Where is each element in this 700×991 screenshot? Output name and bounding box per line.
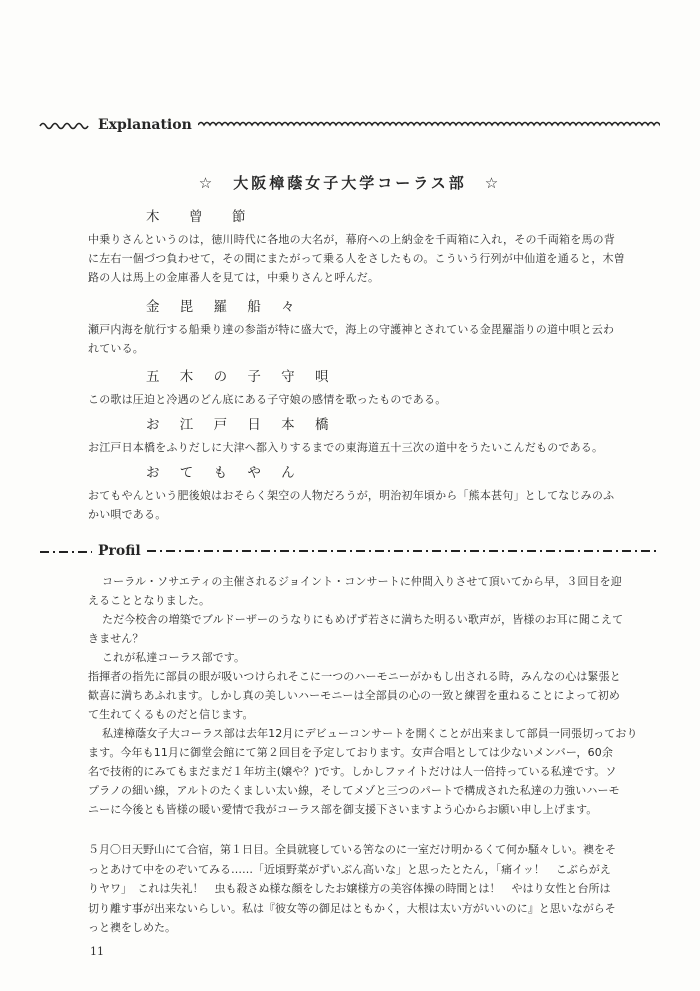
text-line: きません？ xyxy=(88,632,144,645)
dashed-divider xyxy=(38,817,656,821)
song-kiso-bushi xyxy=(88,206,668,287)
explanation-heading: Explanation xyxy=(98,117,192,133)
text-line: ５月〇日天野山にて合宿，第１日目。全員就寝している筈なのに一室だけ明かるくて何か騒々しい。襖をそ xyxy=(88,843,616,856)
text-line: っと襖をしめた。 xyxy=(88,921,176,934)
text-line: て生れてくるものだと信じます。 xyxy=(88,708,254,721)
text-line: コーラル・ソサエティの主催されるジョイント・コンサートに仲間入りさせて頂いてから早，３回目を迎 xyxy=(102,575,622,588)
profil-section-rule xyxy=(38,540,660,562)
profil-body xyxy=(88,572,660,819)
text-line: りヤワ」 これは失礼！ 虫も殺さぬ様な顔をしたお嬢様方の美容体操の時間とは！ やはり女性と台所は xyxy=(88,882,611,895)
text-line: 中乗りさんというのは，徳川時代に各地の大名が，幕府への上納金を千両箱に入れ，その千両箱を馬の背 xyxy=(88,233,616,246)
text-line: プラノの細い線，アルトのたくましい太い線，そしてメゾと三つのパートで構成された私達の力強いハーモ xyxy=(88,784,620,797)
text-line: この歌は圧迫と冷遇のどん底にある子守娘の感情を歌ったものである。 xyxy=(88,393,447,406)
text-line: 切り離す事が出来ないらしい。私は『彼女等の御足はともかく，大根は太い方がいいのに』と思いながらそ xyxy=(88,901,616,915)
choir-title: ☆ 大阪樟蔭女子大学コーラス部 ☆ xyxy=(198,174,502,192)
text-line: これが私達コーラス部です。 xyxy=(102,651,246,664)
song-title: 木 曾 節 xyxy=(146,209,254,225)
wavy-ornament-right xyxy=(198,118,660,132)
text-line: かい唄である。 xyxy=(88,508,167,521)
profil-paragraph xyxy=(88,667,660,724)
explanation-section-rule xyxy=(38,114,660,136)
text-line: 私達樟蔭女子大コーラス部は去年12月にデビューコンサートを開くことが出来まして部員一同張切っており xyxy=(102,727,638,740)
text-line: に左右一個づつ負わせて，その間にまたがって乗る人をさしたもの。こういう行列が中仙道を通ると，木曽 xyxy=(88,252,625,265)
text-line: おてもやんという肥後娘はおそらく架空の人物だろうが，明治初年頃から「熊本甚句」としてなじみのふ xyxy=(88,489,615,502)
text-line: えることとなりました。 xyxy=(88,594,211,607)
song-description xyxy=(88,486,668,524)
text-line: ただ今校舎の増築でブルドーザーのうなりにもめげず若さに満ちた明るい歌声が，皆様のお耳に聞こえて xyxy=(102,613,624,626)
page-number: 11 xyxy=(90,945,104,958)
song-title: 金 毘 羅 船 々 xyxy=(146,299,303,315)
profil-heading: Profil xyxy=(98,543,141,559)
song-itsuki-no-komoriuta xyxy=(88,366,668,409)
song-title: お て も や ん xyxy=(146,465,303,481)
song-oedo-nihonbashi xyxy=(88,414,668,457)
text-line: 歓喜に満ちあふれます。しかし真の美しいハーモニーは全部員の心の一致と練習を重ねることによって初め xyxy=(88,689,620,702)
song-description xyxy=(88,438,668,457)
song-description xyxy=(88,320,668,358)
profil-paragraph xyxy=(88,648,660,667)
text-line: 指揮者の指先に部員の眼が吸いつけられそこに一つのハーモニーがかもし出される時，みんなの心は緊張と xyxy=(88,670,621,683)
song-otemoyan xyxy=(88,462,668,524)
text-line: 瀬戸内海を航行する船乗り達の参詣が特に盛大で，海上の守護神とされている金毘羅詣りの道中唄と云わ xyxy=(88,323,615,336)
dash-ornament-left xyxy=(38,544,92,558)
song-description xyxy=(88,230,668,287)
camp-diary xyxy=(88,840,660,938)
song-title: お 江 戸 日 本 橋 xyxy=(146,417,337,433)
song-title: 五 木 の 子 守 唄 xyxy=(146,369,337,385)
song-konpira-fune-fune xyxy=(88,296,668,358)
wavy-ornament-left xyxy=(38,118,92,132)
text-line: 路の人は馬上の金庫番人を見ては，中乗りさんと呼んだ。 xyxy=(88,271,380,284)
text-line: お江戸日本橋をふりだしに大津へ都入りするまでの東海道五十三次の道中をうたいこんだものである。 xyxy=(88,441,604,454)
song-description xyxy=(88,390,668,409)
profil-paragraph xyxy=(88,572,660,610)
profil-paragraph xyxy=(88,610,660,648)
dash-ornament-right xyxy=(147,544,660,558)
profil-paragraph xyxy=(88,724,660,819)
text-line: れている。 xyxy=(88,342,144,355)
text-line: っとあけて中をのぞいてみる……「近頃野菜がずいぶん高いな」と思ったとたん，「痛イッ！ こぶらがえ xyxy=(88,862,611,876)
text-line: ます。今年も11月に御堂会館にて第２回目を予定しております。女声合唱としては少ないメンバー，60余 xyxy=(88,746,613,759)
text-line: 名で技術的にみてもまだまだ１年坊主(嬢や？)です。しかしファイトだけは人一倍持っている私達です。ソ xyxy=(88,765,617,778)
text-line: ニーに今後とも皆様の暖い愛情で我がコーラス部を御支援下さいますよう心からお願い申し上げます。 xyxy=(88,803,598,816)
